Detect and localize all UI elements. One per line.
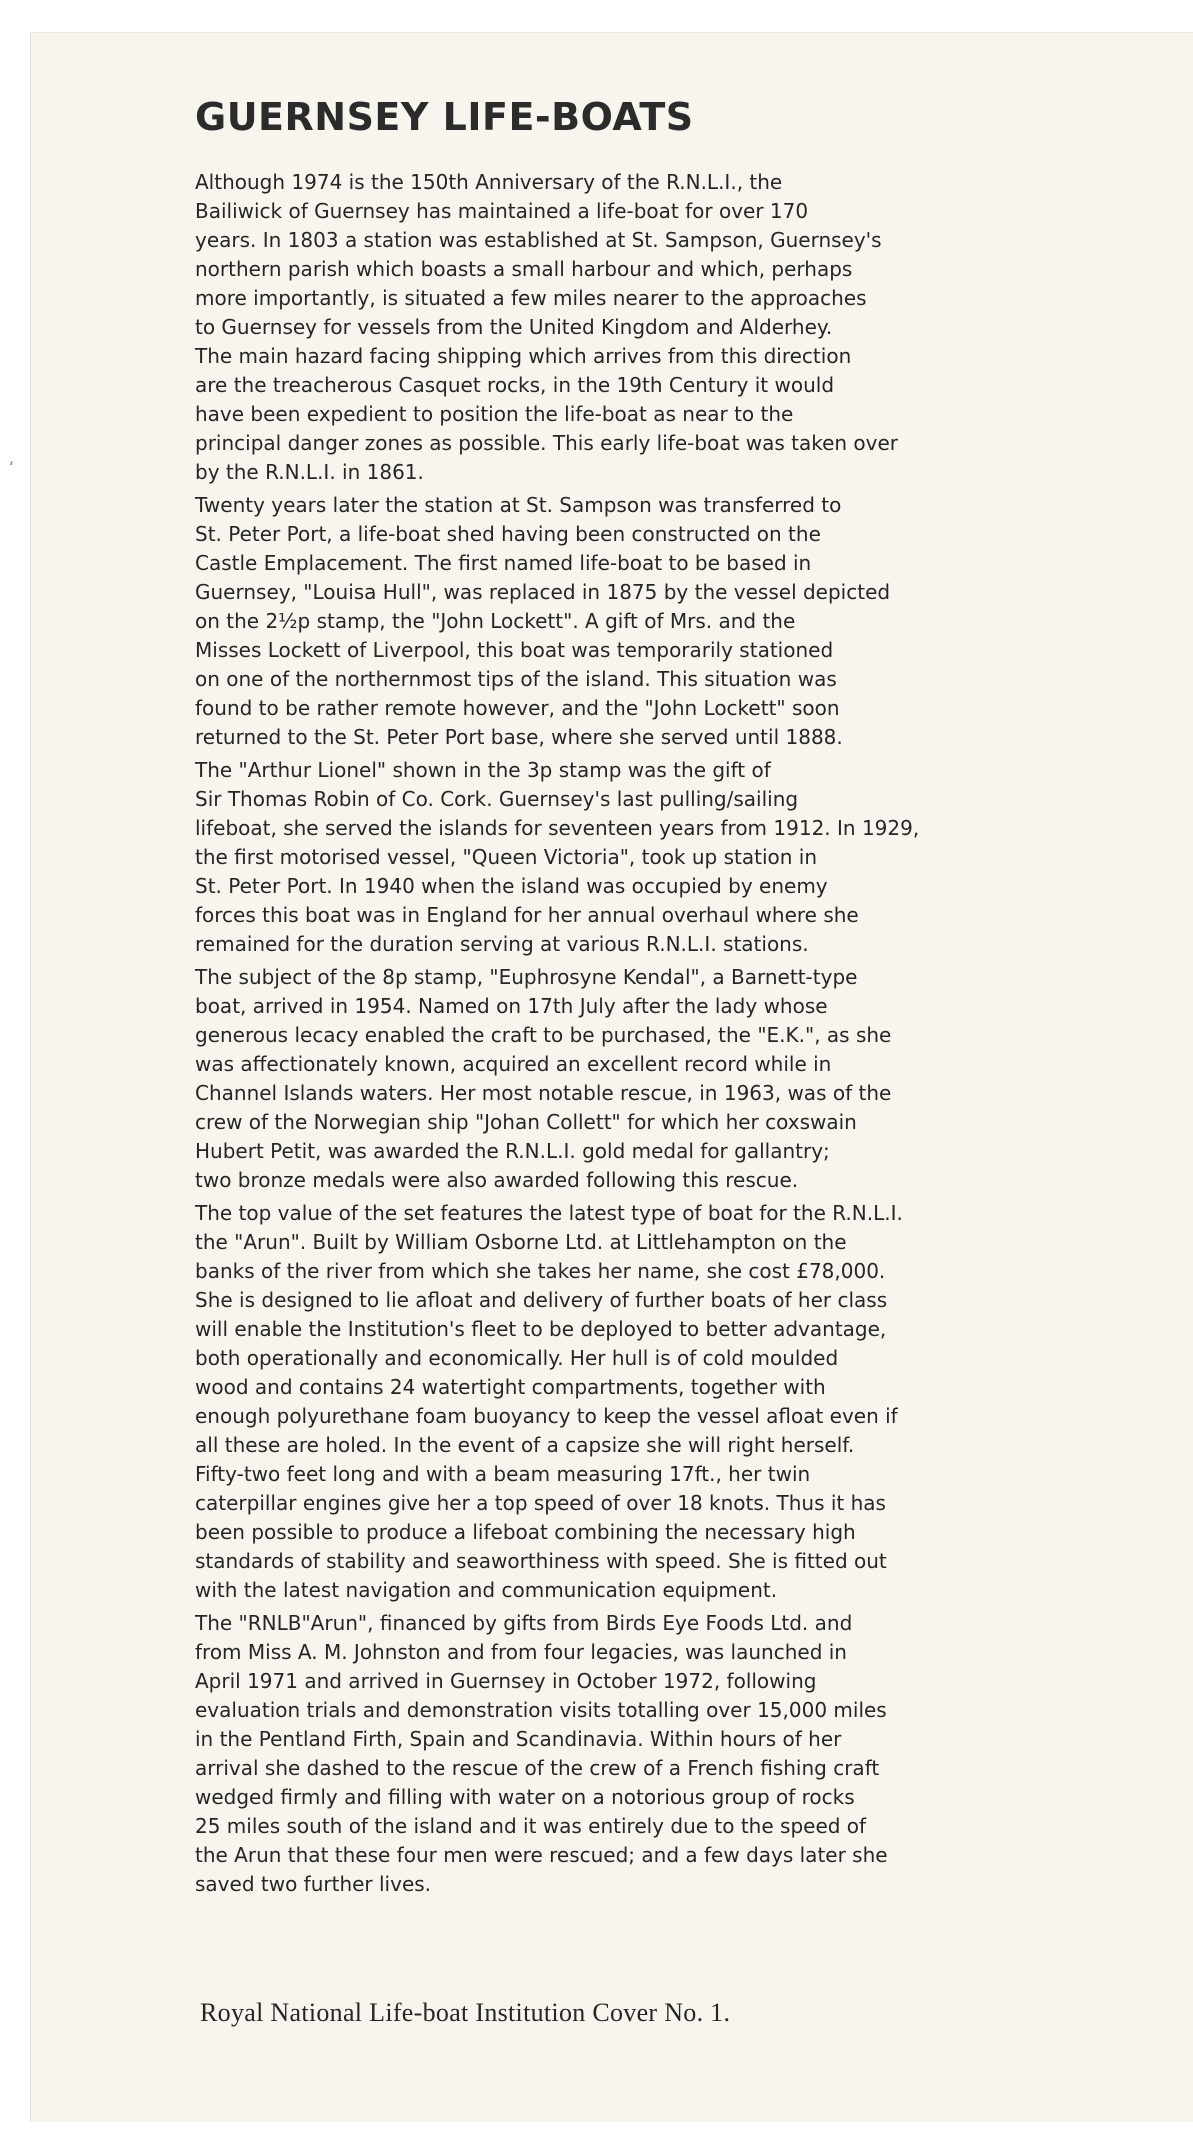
text-line: been possible to produce a lifeboat combining the necessary high: [195, 1520, 856, 1544]
text-line: on one of the northernmost tips of the island. This situation was: [195, 667, 837, 691]
text-line: the "Arun". Built by William Osborne Ltd. at Littlehampton on the: [195, 1230, 847, 1254]
paragraph: [195, 1609, 1105, 1899]
paragraph: [195, 168, 1105, 487]
text-line: Fifty-two feet long and with a beam measuring 17ft., her twin: [195, 1462, 811, 1486]
text-line: The "RNLB"Arun", financed by gifts from Birds Eye Foods Ltd. and: [195, 1611, 853, 1635]
text-line: The main hazard facing shipping which arrives from this direction: [195, 344, 852, 368]
article-body: [195, 168, 1105, 1903]
text-line: wood and contains 24 watertight compartments, together with: [195, 1375, 826, 1399]
text-line: lifeboat, she served the islands for seventeen years from 1912. In 1929,: [195, 816, 920, 840]
text-line: enough polyurethane foam buoyancy to keep the vessel afloat even if: [195, 1404, 898, 1428]
paragraph: [195, 756, 1105, 959]
text-line: by the R.N.L.I. in 1861.: [195, 460, 424, 484]
text-line: two bronze medals were also awarded following this rescue.: [195, 1168, 799, 1192]
text-line: was affectionately known, acquired an excellent record while in: [195, 1052, 832, 1076]
text-line: Bailiwick of Guernsey has maintained a life-boat for over 170: [195, 199, 809, 223]
text-line: the Arun that these four men were rescued; and a few days later she: [195, 1843, 888, 1867]
text-line: evaluation trials and demonstration visits totalling over 15,000 miles: [195, 1698, 887, 1722]
text-line: She is designed to lie afloat and delivery of further boats of her class: [195, 1288, 888, 1312]
text-line: remained for the duration serving at various R.N.L.I. stations.: [195, 932, 809, 956]
text-line: Channel Islands waters. Her most notable rescue, in 1963, was of the: [195, 1081, 892, 1105]
text-line: northern parish which boasts a small harbour and which, perhaps: [195, 257, 853, 281]
text-line: Misses Lockett of Liverpool, this boat was temporarily stationed: [195, 638, 834, 662]
text-line: with the latest navigation and communication equipment.: [195, 1578, 778, 1602]
text-line: The subject of the 8p stamp, "Euphrosyne Kendal", a Barnett-type: [195, 965, 858, 989]
paper-mark: ʻ: [9, 458, 15, 477]
text-line: on the 2½p stamp, the "John Lockett". A gift of Mrs. and the: [195, 609, 796, 633]
text-line: The top value of the set features the latest type of boat for the R.N.L.I.: [195, 1201, 903, 1225]
text-line: more importantly, is situated a few miles nearer to the approaches: [195, 286, 867, 310]
text-line: Sir Thomas Robin of Co. Cork. Guernsey's last pulling/sailing: [195, 787, 799, 811]
text-line: years. In 1803 a station was established at St. Sampson, Guernsey's: [195, 228, 882, 252]
text-line: all these are holed. In the event of a capsize she will right herself.: [195, 1433, 855, 1457]
text-line: returned to the St. Peter Port base, where she served until 1888.: [195, 725, 843, 749]
text-line: in the Pentland Firth, Spain and Scandinavia. Within hours of her: [195, 1727, 842, 1751]
text-line: Guernsey, "Louisa Hull", was replaced in 1875 by the vessel depicted: [195, 580, 891, 604]
text-line: from Miss A. M. Johnston and from four legacies, was launched in: [195, 1640, 847, 1664]
text-line: principal danger zones as possible. This early life-boat was taken over: [195, 431, 899, 455]
text-line: wedged firmly and filling with water on a notorious group of rocks: [195, 1785, 855, 1809]
text-line: standards of stability and seaworthiness with speed. She is fitted out: [195, 1549, 887, 1573]
text-line: The "Arthur Lionel" shown in the 3p stamp was the gift of: [195, 758, 771, 782]
text-line: Twenty years later the station at St. Sampson was transferred to: [195, 493, 842, 517]
paragraph: [195, 491, 1105, 752]
text-line: to Guernsey for vessels from the United Kingdom and Alderhey.: [195, 315, 833, 339]
text-line: Castle Emplacement. The first named life-boat to be based in: [195, 551, 812, 575]
text-line: both operationally and economically. Her hull is of cold moulded: [195, 1346, 839, 1370]
text-line: generous lecacy enabled the craft to be purchased, the "E.K.", as she: [195, 1023, 892, 1047]
page-title: GUERNSEY LIFE-BOATS: [195, 95, 694, 139]
text-line: boat, arrived in 1954. Named on 17th July after the lady whose: [195, 994, 828, 1018]
text-line: St. Peter Port. In 1940 when the island was occupied by enemy: [195, 874, 828, 898]
text-line: Although 1974 is the 150th Anniversary of the R.N.L.I., the: [195, 170, 783, 194]
text-line: St. Peter Port, a life-boat shed having been constructed on the: [195, 522, 821, 546]
text-line: will enable the Institution's fleet to be deployed to better advantage,: [195, 1317, 887, 1341]
text-line: forces this boat was in England for her annual overhaul where she: [195, 903, 859, 927]
text-line: arrival she dashed to the rescue of the crew of a French fishing craft: [195, 1756, 880, 1780]
text-line: found to be rather remote however, and the "John Lockett" soon: [195, 696, 840, 720]
text-line: crew of the Norwegian ship "Johan Collett" for which her coxswain: [195, 1110, 857, 1134]
text-line: saved two further lives.: [195, 1872, 432, 1896]
text-line: Hubert Petit, was awarded the R.N.L.I. gold medal for gallantry;: [195, 1139, 830, 1163]
text-line: April 1971 and arrived in Guernsey in October 1972, following: [195, 1669, 817, 1693]
text-line: banks of the river from which she takes her name, she cost £78,000.: [195, 1259, 886, 1283]
text-line: have been expedient to position the life-boat as near to the: [195, 402, 794, 426]
text-line: caterpillar engines give her a top speed of over 18 knots. Thus it has: [195, 1491, 886, 1515]
paragraph: [195, 963, 1105, 1195]
text-line: the first motorised vessel, "Queen Victoria", took up station in: [195, 845, 818, 869]
paragraph: [195, 1199, 1105, 1605]
text-line: 25 miles south of the island and it was entirely due to the speed of: [195, 1814, 867, 1838]
text-line: are the treacherous Casquet rocks, in the 19th Century it would: [195, 373, 835, 397]
footer-caption: Royal National Life-boat Institution Cover No. 1.: [200, 1998, 731, 2027]
